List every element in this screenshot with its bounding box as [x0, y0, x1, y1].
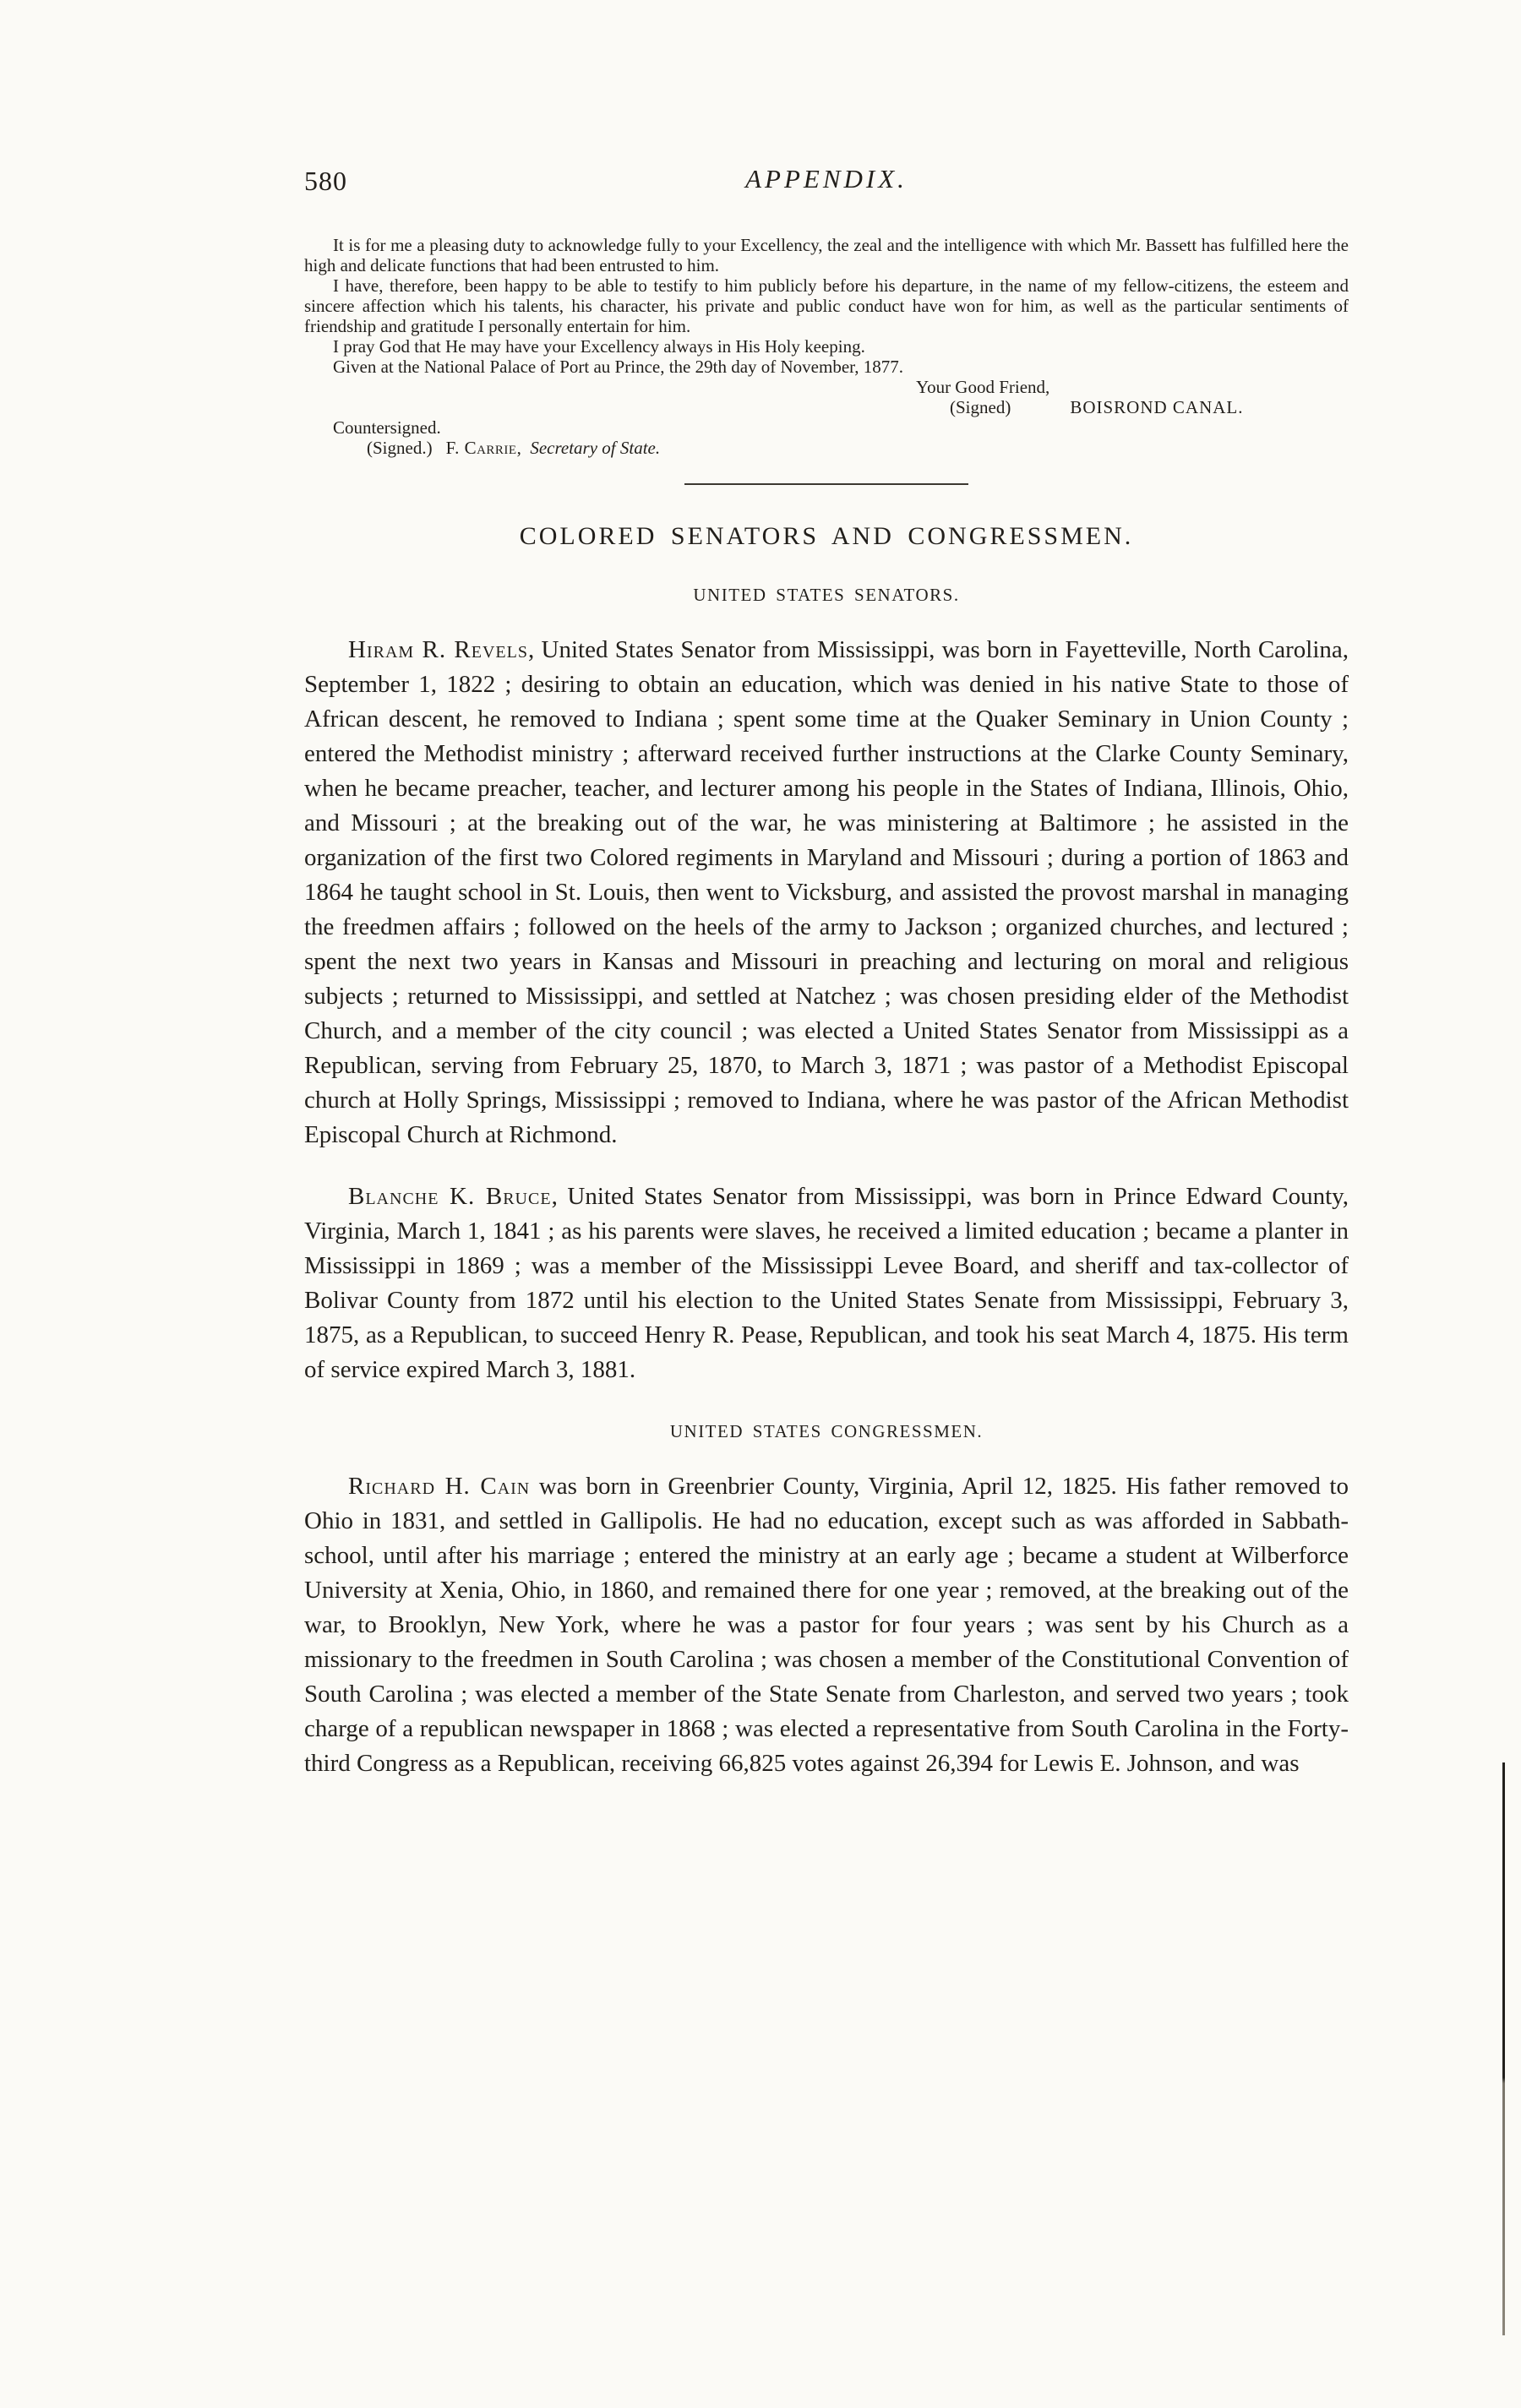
bio-name: Richard H. Cain [348, 1473, 531, 1500]
bio-name: Blanche K. Bruce [348, 1183, 552, 1210]
signature-name: BOISROND CANAL. [1070, 397, 1244, 417]
countersign-line [338, 438, 1349, 458]
signed-label: (Signed) [950, 397, 1011, 417]
page-header-title: APPENDIX. [745, 164, 908, 193]
signoff-friend: Your Good Friend, [916, 377, 1050, 397]
bio-text: was born in Greenbrier County, Virginia, April 12, 1825. His father removed to Ohio in 1831, and settled in Gallipolis. He had no education, except such as was afforded in Sabbath-school, until after his marriage ; entered the ministry at an early age ; became a student at Wilberforce University at Xenia, Ohio, in 1860, and remained there for one year ; removed, at the breaking out of the war, to Brooklyn, New York, where he was a pastor for four years ; was sent by his Church as a missionary to the freedmen in South Carolina ; was chosen a member of the Constitutional Convention of South Carolina ; was elected a member of the State Senate from Charleston, and served two years ; took charge of a republican newspaper in 1868 ; was elected a representative from South Carolina in the Forty-third Congress as a Republican, receiving 66,825 votes against 26,394 for Lewis E. Johnson, and was [304, 1473, 1349, 1777]
subsection-heading-congressmen: UNITED STATES CONGRESSMEN. [669, 1421, 984, 1441]
scan-artifact-line [1502, 1762, 1505, 2335]
letter-paragraph: Given at the National Palace of Port au Prince, the 29th day of November, 1877. [333, 357, 904, 377]
subsection-heading-senators: UNITED STATES SENATORS. [693, 585, 960, 605]
bio-text: , United States Senator from Mississippi, was born in Prince Edward County, Virginia, March 1, 1841 ; as his parents were slaves, he received a limited education ; became a planter in Mississippi in 1869 ; was a member of the Mississippi Levee Board, and sheriff and tax-collector of Bolivar County from 1872 until his election to the United States Senate from Mississippi, February 3, 1875, as a Republican, to succeed Henry R. Pease, Republican, and took his seat March 4, 1875. His term of service expired March 3, 1881. [304, 1183, 1349, 1383]
letter-paragraph: I pray God that He may have your Excellency always in His Holy keeping. [333, 336, 865, 357]
letter-closing-block [304, 235, 1349, 458]
section-title: COLORED SENATORS AND CONGRESSMEN. [519, 522, 1134, 550]
countersign-title: Secretary of State. [530, 438, 661, 458]
bio-paragraph-revels [304, 633, 1349, 1152]
countersigned-label: Countersigned. [333, 417, 441, 438]
signoff-line [921, 397, 1349, 417]
letter-paragraph: It is for me a pleasing duty to acknowledge fully to your Excellency, the zeal and the intelligence with which Mr. Bassett has fulfilled here the high and delicate functions that had been entrusted to him. [304, 235, 1349, 275]
bio-text: , United States Senator from Mississippi, was born in Fayetteville, North Carolina, September 1, 1822 ; desiring to obtain an education, which was denied in his native State to those of African descent, he removed to Indiana ; spent some time at the Quaker Seminary in Union County ; entered the Methodist ministry ; afterward received further instructions at the Clarke County Seminary, when he became preacher, teacher, and lecturer among his people in the States of Indiana, Illinois, Ohio, and Missouri ; at the breaking out of the war, he was ministering at Baltimore ; he assisted in the organization of the first two Colored regiments in Maryland and Missouri ; during a portion of 1863 and 1864 he taught school in St. Louis, then went to Vicksburg, and assisted the provost marshal in managing the freedmen affairs ; followed on the heels of the army to Jackson ; organized churches, and lectured ; spent the next two years in Kansas and Missouri in preaching and lecturing on moral and religious subjects ; returned to Mississippi, and settled at Natchez ; was chosen presiding elder of the Methodist Church, and a member of the city council ; was elected a United States Senator from Mississippi as a Republican, serving from February 25, 1870, to March 3, 1871 ; was pastor of a Methodist Episcopal church at Holly Springs, Mississippi ; removed to Indiana, where he was pastor of the African Methodist Episcopal Church at Richmond. [304, 636, 1349, 1148]
bio-paragraph-cain [304, 1469, 1349, 1781]
letter-paragraph: I have, therefore, been happy to be able to testify to him publicly before his departure, in the name of my fellow-citizens, the esteem and sincere affection which his talents, his character, his private and public conduct have won for him, as well as the particular sentiments of friendship and gratitude I personally entertain for him. [304, 275, 1349, 336]
countersign-name: F. Carrie, [445, 438, 522, 458]
page-number: 580 [304, 166, 347, 196]
bio-name: Hiram R. Revels [348, 636, 528, 663]
countersign-signed-label: (Signed.) [367, 438, 433, 458]
section-divider [684, 483, 968, 485]
page-content [304, 162, 1349, 1781]
running-head [304, 162, 1349, 199]
bio-paragraph-bruce [304, 1179, 1349, 1387]
